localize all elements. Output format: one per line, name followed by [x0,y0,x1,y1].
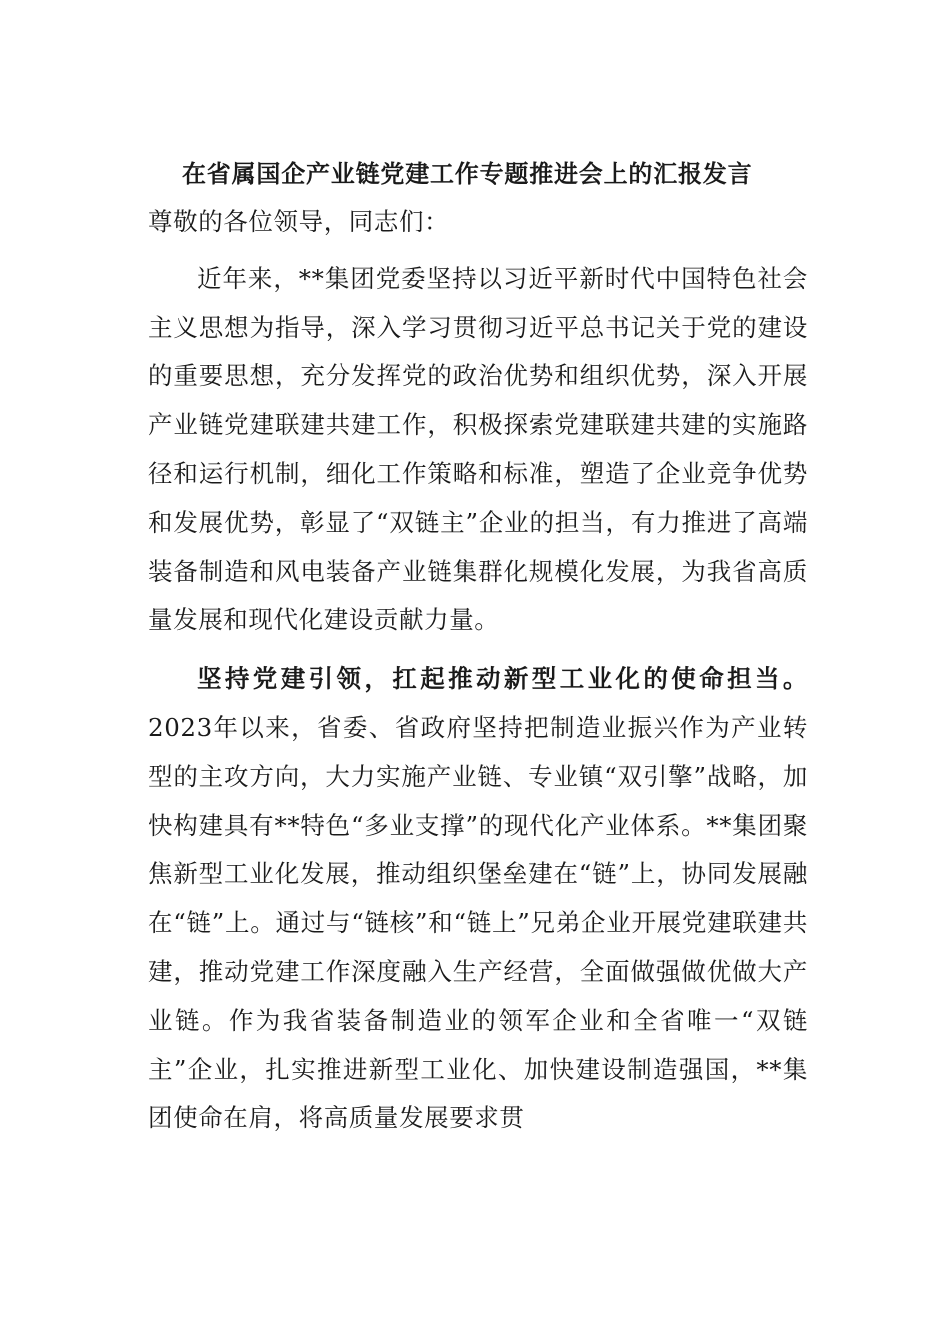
paragraph-intro [148,255,808,645]
paragraph-intro-text: 近年来，**集团党委坚持以习近平新时代中国特色社会主义思想为指导，深入学习贯彻习近平总书记关于党的建设的重要思想，充分发挥党的政治优势和组织优势，深入开展产业链党建联建共建工作，积极探索党建联建共建的实施路径和运行机制，细化工作策略和标准，塑造了企业竞争优势和发展优势，彰显了“双链主”企业的担当，有力推进了高端装备制造和风电装备产业链集群化规模化发展，为我省高质量发展和现代化建设贡献力量。 [148,263,808,635]
document-body [148,152,808,1153]
salutation: 尊敬的各位领导，同志们： [148,207,450,236]
paragraph-party-leadership [148,655,808,1143]
document-title: 在省属国企产业链党建工作专题推进会上的汇报发言 [182,160,753,188]
paragraph-lead-heading: 坚持党建引领，扛起推动新型工业化的使命担当。 [197,664,808,694]
paragraph-party-leadership-text: 2023年以来，省委、省政府坚持把制造业振兴作为产业转型的主攻方向，大力实施产业链、专业镇“双引擎”战略，加快构建具有**特色“多业支撑”的现代化产业体系。**集团聚焦新型工业化发展，推动组织堡垒建在“链”上，协同发展融在“链”上。通过与“链核”和“链上”兄弟企业开展党建联建共建，推动党建工作深度融入生产经营，全面做强做优做大产业链。作为我省装备制造业的领军企业和全省唯一“双链主”企业，扎实推进新型工业化、加快建设制造强国，**集团使命在肩，将高质量发展要求贯 [148,712,808,1133]
